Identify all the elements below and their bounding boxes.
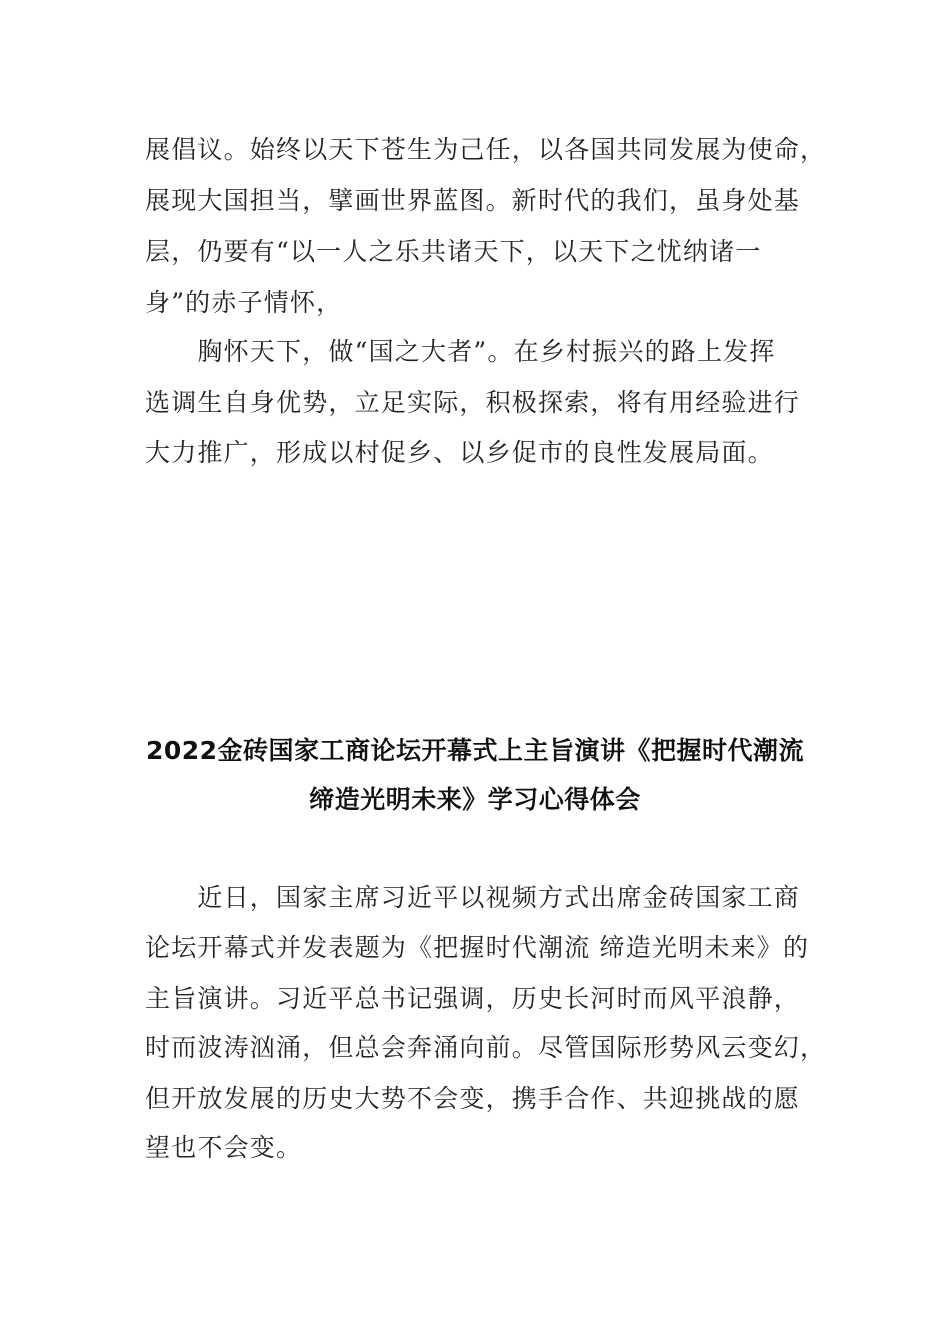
top-text-line-6: 选调生自身优势，立足实际，积极探索，将有用经验进行 [145,388,801,417]
top-text-line-4: 身”的赤子情怀， [145,288,343,317]
top-text-line-7: 大力推广，形成以村促乡、以乡促市的良性发展局面。 [145,438,774,467]
top-text-line-1: 展倡议。始终以天下苍生为己任，以各国共同发展为使命， [145,135,827,164]
top-text-line-5: 胸怀天下，做“国之大者”。在乡村振兴的路上发挥 [145,337,776,366]
article-text-line-6: 望也不会变。 [145,1133,303,1162]
article-text-line-5: 但开放发展的历史大势不会变，携手合作、共迎挑战的愿 [145,1084,801,1113]
article-text-line-2: 论坛开幕式并发表题为《把握时代潮流 缔造光明未来》的 [145,933,810,962]
article-text-line-3: 主旨演讲。习近平总书记强调，历史长河时而风平浪静， [145,984,801,1013]
article-title-line-1: 2022金砖国家工商论坛开幕式上主旨演讲《把握时代潮流 [145,736,805,765]
article-text-line-4: 时而波涛汹涌，但总会奔涌向前。尽管国际形势风云变幻， [145,1033,827,1062]
top-text-line-3: 层，仍要有“以一人之乐共诸天下，以天下之忧纳诸一 [145,237,762,266]
article-text-line-1: 近日，国家主席习近平以视频方式出席金砖国家工商 [145,883,801,912]
article-title-line-2: 缔造光明未来》学习心得体会 [309,785,641,814]
top-text-line-2: 展现大国担当，擘画世界蓝图。新时代的我们，虽身处基 [145,186,801,215]
